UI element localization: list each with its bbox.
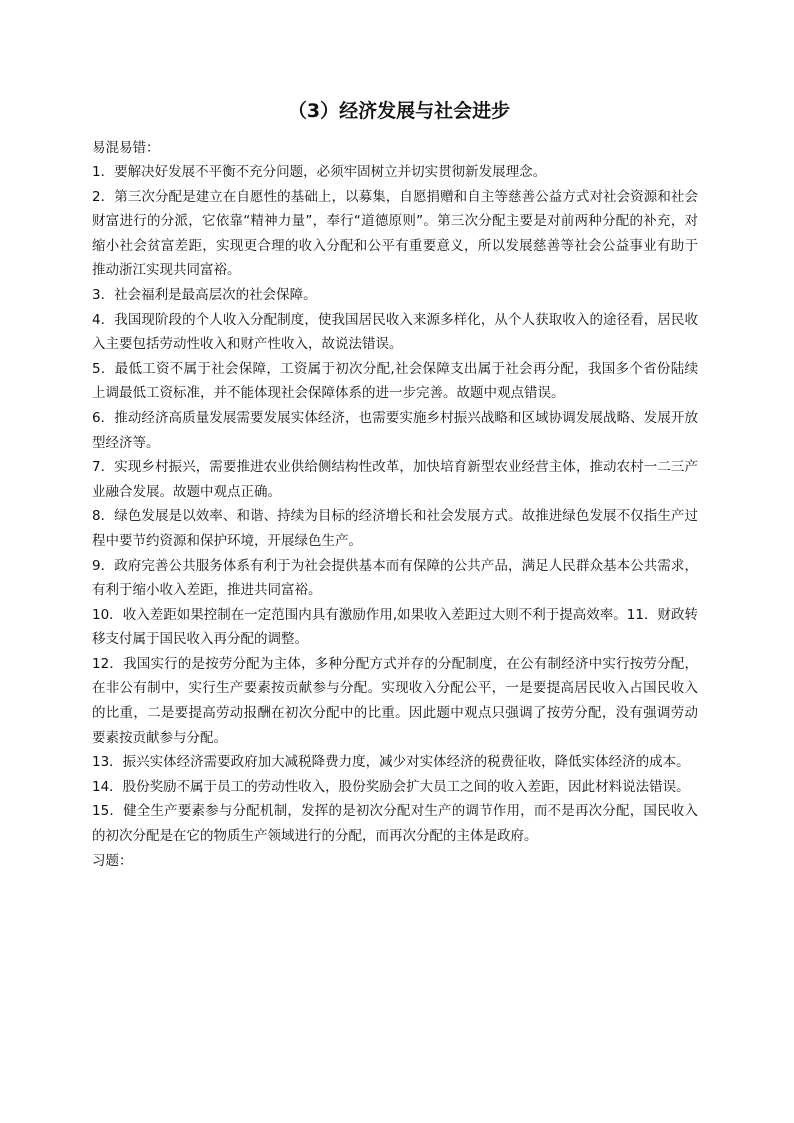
list-item: 15．健全生产要素参与分配机制，发挥的是初次分配对生产的调节作用，而不是再次分配，国民收入的初次分配是在它的物质生产领域进行的分配，而再次分配的主体是政府。: [92, 803, 698, 845]
list-item: 12．我国实行的是按劳分配为主体，多种分配方式并存的分配制度，在公有制经济中实行按劳分配，在非公有制中，实行生产要素按贡献参与分配。实现收入分配公平，一是要提高居民收入占国民收入的比重，二是要提高劳动报酬在初次分配中的比重。因此题中观点只强调了按劳分配，没有强调劳动要素按贡献参与分配。: [92, 655, 698, 746]
list-item: 3．社会福利是最高层次的社会保障。: [92, 286, 317, 303]
list-item: 8．绿色发展是以效率、和谐、持续为目标的经济增长和社会发展方式。故推进绿色发展不仅指生产过程中要节约资源和保护环境，开展绿色生产。: [92, 508, 698, 549]
list-item: 4．我国现阶段的个人收入分配制度，使我国居民收入来源多样化，从个人获取收入的途径看，居民收入主要包括劳动性收入和财产性收入，故说法错误。: [92, 311, 698, 353]
page-title: （3）经济发展与社会进步: [287, 100, 511, 122]
list-item: 7．实现乡村振兴，需要推进农业供给侧结构性改革，加快培育新型农业经营主体，推动农村一二三产业融合发展。故题中观点正确。: [92, 459, 698, 500]
list-item: 9．政府完善公共服务体系有利于为社会提供基本而有保障的公共产品，满足人民群众基本公共需求，有利于缩小收入差距，推进共同富裕。: [92, 557, 698, 599]
section-label-errors: 易混易错：: [92, 140, 160, 156]
list-item: 10．收入差距如果控制在一定范围内具有激励作用,如果收入差距过大则不利于提高效率。11．财政转移支付属于国民收入再分配的调整。: [92, 606, 698, 648]
list-item: 5．最低工资不属于社会保障，工资属于初次分配,社会保障支出属于社会再分配，我国多个省份陆续上调最低工资标准，并不能体现社会保障体系的进一步完善。故题中观点错误。: [92, 360, 698, 402]
list-item: 13．振兴实体经济需要政府加大减税降费力度，减少对实体经济的税费征收，降低实体经济的成本。: [92, 754, 690, 771]
section-label-exercises: 习题：: [92, 852, 133, 869]
list-item: 2．第三次分配是建立在自愿性的基础上，以募集，自愿捐赠和自主等慈善公益方式对社会资源和社会财富进行的分派，它依靠“精神力量”，奉行“道德原则”。第三次分配主要是对前两种分配的补充，对缩小社会贫富差距，实现更合理的收入分配和公平有重要意义，所以发展慈善等社会公益事业有助于推动浙江实现共同富裕。: [92, 188, 698, 279]
list-item: 6．推动经济高质量发展需要发展实体经济，也需要实施乡村振兴战略和区域协调发展战略、发展开放型经济等。: [92, 409, 698, 451]
list-item: 14．股份奖励不属于员工的劳动性收入，股份奖励会扩大员工之间的收入差距，因此材料说法错误。: [92, 778, 690, 795]
list-item: 1．要解决好发展不平衡不充分问题，必须牢固树立并切实贯彻新发展理念。: [92, 164, 547, 180]
item-list: [92, 160, 698, 849]
